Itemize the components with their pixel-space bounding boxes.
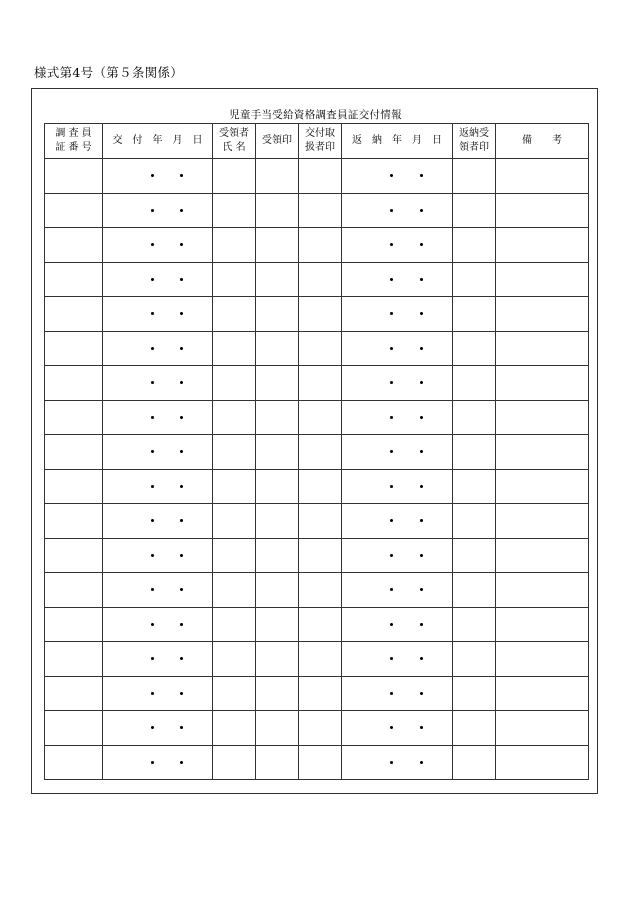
date-separator-dot — [390, 450, 393, 453]
table-row — [45, 573, 589, 608]
cell-issue-date[interactable] — [103, 262, 213, 297]
cell-recipient-seal[interactable] — [256, 504, 299, 539]
date-separator-dot — [180, 416, 183, 419]
cell-recipient-name[interactable] — [213, 504, 256, 539]
cell-recipient-name[interactable] — [213, 676, 256, 711]
header-row — [45, 124, 589, 159]
table-row — [45, 366, 589, 401]
date-separator-dot — [180, 209, 183, 212]
date-separator-dot — [151, 347, 154, 350]
cell-recipient-name[interactable] — [213, 573, 256, 608]
cell-return-receiver-seal[interactable] — [453, 745, 496, 780]
cell-return-receiver-seal[interactable] — [453, 262, 496, 297]
date-separator-dot — [151, 726, 154, 729]
date-separator-dot — [420, 174, 423, 177]
cell-issue-date[interactable] — [103, 504, 213, 539]
cell-return-date[interactable] — [342, 469, 453, 504]
cell-recipient-name[interactable] — [213, 745, 256, 780]
cell-return-date[interactable] — [342, 711, 453, 746]
date-separator-dot — [390, 554, 393, 557]
date-separator-dot — [151, 243, 154, 246]
cell-recipient-seal[interactable] — [256, 297, 299, 332]
cell-recipient-seal[interactable] — [256, 573, 299, 608]
cell-recipient-name[interactable] — [213, 435, 256, 470]
date-separator-dot — [180, 278, 183, 281]
cell-recipient-seal[interactable] — [256, 642, 299, 677]
cell-recipient-name[interactable] — [213, 228, 256, 263]
cell-certificate-number[interactable] — [45, 228, 103, 263]
form-frame — [31, 88, 598, 794]
date-separator-dot — [180, 657, 183, 660]
date-separator-dot — [180, 243, 183, 246]
date-separator-dot — [180, 347, 183, 350]
col-header-return-receiver-seal: 返納受 領者印 — [453, 124, 496, 159]
date-separator-dot — [390, 347, 393, 350]
date-separator-dot — [151, 312, 154, 315]
date-separator-dot — [180, 761, 183, 764]
table-row — [45, 469, 589, 504]
cell-issue-date[interactable] — [103, 193, 213, 228]
cell-recipient-name[interactable] — [213, 642, 256, 677]
cell-remarks[interactable] — [496, 711, 589, 746]
cell-remarks[interactable] — [496, 366, 589, 401]
table-row — [45, 159, 589, 194]
date-separator-dot — [151, 381, 154, 384]
cell-issue-date[interactable] — [103, 366, 213, 401]
cell-issuer-seal[interactable] — [299, 331, 342, 366]
cell-remarks[interactable] — [496, 607, 589, 642]
table-row — [45, 435, 589, 470]
issuance-ledger-table — [44, 123, 589, 780]
cell-certificate-number[interactable] — [45, 193, 103, 228]
cell-remarks[interactable] — [496, 676, 589, 711]
cell-issue-date[interactable] — [103, 745, 213, 780]
date-separator-dot — [390, 243, 393, 246]
form-number-label: 様式第4号（第５条関係） — [34, 65, 184, 80]
date-separator-dot — [390, 588, 393, 591]
cell-issuer-seal[interactable] — [299, 435, 342, 470]
date-separator-dot — [420, 450, 423, 453]
cell-recipient-seal[interactable] — [256, 711, 299, 746]
cell-issuer-seal[interactable] — [299, 504, 342, 539]
date-separator-dot — [151, 588, 154, 591]
cell-return-receiver-seal[interactable] — [453, 228, 496, 263]
cell-return-receiver-seal[interactable] — [453, 504, 496, 539]
col-header-remarks: 備 考 — [496, 124, 589, 159]
table-row — [45, 711, 589, 746]
cell-return-date[interactable] — [342, 262, 453, 297]
cell-certificate-number[interactable] — [45, 159, 103, 194]
cell-return-date[interactable] — [342, 400, 453, 435]
date-separator-dot — [420, 588, 423, 591]
cell-return-receiver-seal[interactable] — [453, 711, 496, 746]
date-separator-dot — [390, 761, 393, 764]
cell-issuer-seal[interactable] — [299, 711, 342, 746]
cell-return-receiver-seal[interactable] — [453, 469, 496, 504]
cell-return-date[interactable] — [342, 228, 453, 263]
date-separator-dot — [420, 726, 423, 729]
cell-recipient-seal[interactable] — [256, 400, 299, 435]
cell-return-date[interactable] — [342, 331, 453, 366]
cell-recipient-name[interactable] — [213, 469, 256, 504]
table-row — [45, 331, 589, 366]
cell-issue-date[interactable] — [103, 331, 213, 366]
date-separator-dot — [420, 623, 423, 626]
cell-issue-date[interactable] — [103, 607, 213, 642]
date-separator-dot — [420, 416, 423, 419]
cell-recipient-name[interactable] — [213, 366, 256, 401]
cell-return-date[interactable] — [342, 435, 453, 470]
cell-recipient-seal[interactable] — [256, 745, 299, 780]
table-row — [45, 676, 589, 711]
cell-remarks[interactable] — [496, 573, 589, 608]
date-separator-dot — [180, 381, 183, 384]
cell-issuer-seal[interactable] — [299, 607, 342, 642]
date-separator-dot — [151, 761, 154, 764]
cell-recipient-seal[interactable] — [256, 159, 299, 194]
date-separator-dot — [151, 554, 154, 557]
date-separator-dot — [420, 278, 423, 281]
cell-issue-date[interactable] — [103, 676, 213, 711]
cell-recipient-name[interactable] — [213, 331, 256, 366]
date-separator-dot — [390, 381, 393, 384]
cell-certificate-number[interactable] — [45, 297, 103, 332]
date-separator-dot — [420, 209, 423, 212]
table-row — [45, 228, 589, 263]
col-header-issuer-seal: 交付取 扱者印 — [299, 124, 342, 159]
cell-recipient-seal[interactable] — [256, 228, 299, 263]
date-separator-dot — [420, 485, 423, 488]
cell-issuer-seal[interactable] — [299, 469, 342, 504]
cell-recipient-name[interactable] — [213, 538, 256, 573]
date-separator-dot — [151, 416, 154, 419]
col-header-recipient-name: 受領者 氏 名 — [213, 124, 256, 159]
cell-issuer-seal[interactable] — [299, 297, 342, 332]
date-separator-dot — [390, 519, 393, 522]
date-separator-dot — [420, 692, 423, 695]
date-separator-dot — [151, 174, 154, 177]
cell-recipient-seal[interactable] — [256, 366, 299, 401]
table-title: 児童手当受給資格調査員証交付情報 — [229, 109, 402, 121]
cell-issue-date[interactable] — [103, 711, 213, 746]
cell-issue-date[interactable] — [103, 228, 213, 263]
date-separator-dot — [390, 174, 393, 177]
date-separator-dot — [390, 209, 393, 212]
cell-return-receiver-seal[interactable] — [453, 642, 496, 677]
date-separator-dot — [420, 381, 423, 384]
cell-issuer-seal[interactable] — [299, 193, 342, 228]
date-separator-dot — [180, 519, 183, 522]
cell-certificate-number[interactable] — [45, 469, 103, 504]
cell-issuer-seal[interactable] — [299, 228, 342, 263]
cell-return-date[interactable] — [342, 366, 453, 401]
cell-issue-date[interactable] — [103, 159, 213, 194]
cell-return-date[interactable] — [342, 159, 453, 194]
cell-certificate-number[interactable] — [45, 745, 103, 780]
table-row — [45, 607, 589, 642]
cell-certificate-number[interactable] — [45, 607, 103, 642]
cell-recipient-seal[interactable] — [256, 538, 299, 573]
cell-remarks[interactable] — [496, 262, 589, 297]
date-separator-dot — [151, 450, 154, 453]
cell-certificate-number[interactable] — [45, 538, 103, 573]
cell-certificate-number[interactable] — [45, 573, 103, 608]
cell-recipient-name[interactable] — [213, 159, 256, 194]
cell-return-receiver-seal[interactable] — [453, 366, 496, 401]
cell-issuer-seal[interactable] — [299, 262, 342, 297]
cell-issuer-seal[interactable] — [299, 159, 342, 194]
cell-issuer-seal[interactable] — [299, 400, 342, 435]
cell-issue-date[interactable] — [103, 297, 213, 332]
date-separator-dot — [151, 278, 154, 281]
cell-issue-date[interactable] — [103, 573, 213, 608]
cell-remarks[interactable] — [496, 159, 589, 194]
cell-return-date[interactable] — [342, 745, 453, 780]
date-separator-dot — [420, 761, 423, 764]
cell-issue-date[interactable] — [103, 469, 213, 504]
cell-certificate-number[interactable] — [45, 366, 103, 401]
cell-certificate-number[interactable] — [45, 331, 103, 366]
cell-remarks[interactable] — [496, 435, 589, 470]
cell-certificate-number[interactable] — [45, 711, 103, 746]
cell-remarks[interactable] — [496, 538, 589, 573]
cell-issue-date[interactable] — [103, 538, 213, 573]
table-row — [45, 297, 589, 332]
table-row — [45, 400, 589, 435]
cell-recipient-name[interactable] — [213, 400, 256, 435]
cell-issuer-seal[interactable] — [299, 642, 342, 677]
date-separator-dot — [151, 623, 154, 626]
cell-return-receiver-seal[interactable] — [453, 538, 496, 573]
cell-return-receiver-seal[interactable] — [453, 297, 496, 332]
cell-return-date[interactable] — [342, 538, 453, 573]
cell-return-date[interactable] — [342, 193, 453, 228]
cell-remarks[interactable] — [496, 228, 589, 263]
cell-remarks[interactable] — [496, 745, 589, 780]
cell-recipient-name[interactable] — [213, 711, 256, 746]
cell-issuer-seal[interactable] — [299, 676, 342, 711]
cell-return-date[interactable] — [342, 607, 453, 642]
date-separator-dot — [180, 312, 183, 315]
date-separator-dot — [390, 657, 393, 660]
table-row — [45, 262, 589, 297]
cell-issuer-seal[interactable] — [299, 573, 342, 608]
date-separator-dot — [180, 726, 183, 729]
cell-recipient-name[interactable] — [213, 193, 256, 228]
date-separator-dot — [180, 623, 183, 626]
table-row — [45, 504, 589, 539]
cell-return-receiver-seal[interactable] — [453, 159, 496, 194]
date-separator-dot — [180, 485, 183, 488]
date-separator-dot — [151, 209, 154, 212]
date-separator-dot — [151, 485, 154, 488]
date-separator-dot — [390, 416, 393, 419]
date-separator-dot — [180, 692, 183, 695]
date-separator-dot — [390, 278, 393, 281]
cell-remarks[interactable] — [496, 331, 589, 366]
date-separator-dot — [420, 657, 423, 660]
cell-recipient-seal[interactable] — [256, 331, 299, 366]
cell-recipient-name[interactable] — [213, 297, 256, 332]
cell-return-receiver-seal[interactable] — [453, 331, 496, 366]
cell-issuer-seal[interactable] — [299, 538, 342, 573]
date-separator-dot — [151, 657, 154, 660]
table-row — [45, 538, 589, 573]
cell-return-date[interactable] — [342, 573, 453, 608]
date-separator-dot — [390, 485, 393, 488]
cell-issue-date[interactable] — [103, 642, 213, 677]
table-row — [45, 193, 589, 228]
date-separator-dot — [180, 174, 183, 177]
date-separator-dot — [180, 588, 183, 591]
cell-issuer-seal[interactable] — [299, 366, 342, 401]
date-separator-dot — [180, 450, 183, 453]
date-separator-dot — [420, 554, 423, 557]
cell-return-receiver-seal[interactable] — [453, 676, 496, 711]
cell-issue-date[interactable] — [103, 400, 213, 435]
cell-remarks[interactable] — [496, 642, 589, 677]
cell-return-date[interactable] — [342, 504, 453, 539]
col-header-issue-date: 交 付 年 月 日 — [103, 124, 213, 159]
cell-certificate-number[interactable] — [45, 262, 103, 297]
cell-recipient-seal[interactable] — [256, 607, 299, 642]
cell-return-receiver-seal[interactable] — [453, 193, 496, 228]
cell-recipient-seal[interactable] — [256, 676, 299, 711]
date-separator-dot — [180, 554, 183, 557]
cell-return-date[interactable] — [342, 297, 453, 332]
cell-return-date[interactable] — [342, 676, 453, 711]
col-header-certificate-number: 調 査 員 証 番 号 — [45, 124, 103, 159]
col-header-return-date: 返 納 年 月 日 — [342, 124, 453, 159]
cell-certificate-number[interactable] — [45, 642, 103, 677]
cell-return-date[interactable] — [342, 642, 453, 677]
date-separator-dot — [390, 692, 393, 695]
date-separator-dot — [151, 519, 154, 522]
cell-return-receiver-seal[interactable] — [453, 607, 496, 642]
date-separator-dot — [151, 692, 154, 695]
cell-remarks[interactable] — [496, 400, 589, 435]
cell-remarks[interactable] — [496, 193, 589, 228]
cell-recipient-name[interactable] — [213, 262, 256, 297]
cell-recipient-seal[interactable] — [256, 469, 299, 504]
cell-remarks[interactable] — [496, 469, 589, 504]
ledger-body — [45, 159, 589, 780]
date-separator-dot — [420, 519, 423, 522]
date-separator-dot — [390, 312, 393, 315]
cell-issuer-seal[interactable] — [299, 745, 342, 780]
cell-issue-date[interactable] — [103, 435, 213, 470]
table-row — [45, 745, 589, 780]
date-separator-dot — [420, 243, 423, 246]
cell-certificate-number[interactable] — [45, 435, 103, 470]
cell-remarks[interactable] — [496, 504, 589, 539]
cell-certificate-number[interactable] — [45, 504, 103, 539]
cell-return-receiver-seal[interactable] — [453, 400, 496, 435]
cell-certificate-number[interactable] — [45, 676, 103, 711]
cell-remarks[interactable] — [496, 297, 589, 332]
cell-recipient-seal[interactable] — [256, 262, 299, 297]
cell-recipient-seal[interactable] — [256, 435, 299, 470]
cell-recipient-seal[interactable] — [256, 193, 299, 228]
cell-return-receiver-seal[interactable] — [453, 435, 496, 470]
col-header-recipient-seal: 受領印 — [256, 124, 299, 159]
date-separator-dot — [390, 623, 393, 626]
date-separator-dot — [390, 726, 393, 729]
date-separator-dot — [420, 312, 423, 315]
cell-recipient-name[interactable] — [213, 607, 256, 642]
cell-certificate-number[interactable] — [45, 400, 103, 435]
table-row — [45, 642, 589, 677]
cell-return-receiver-seal[interactable] — [453, 573, 496, 608]
date-separator-dot — [420, 347, 423, 350]
